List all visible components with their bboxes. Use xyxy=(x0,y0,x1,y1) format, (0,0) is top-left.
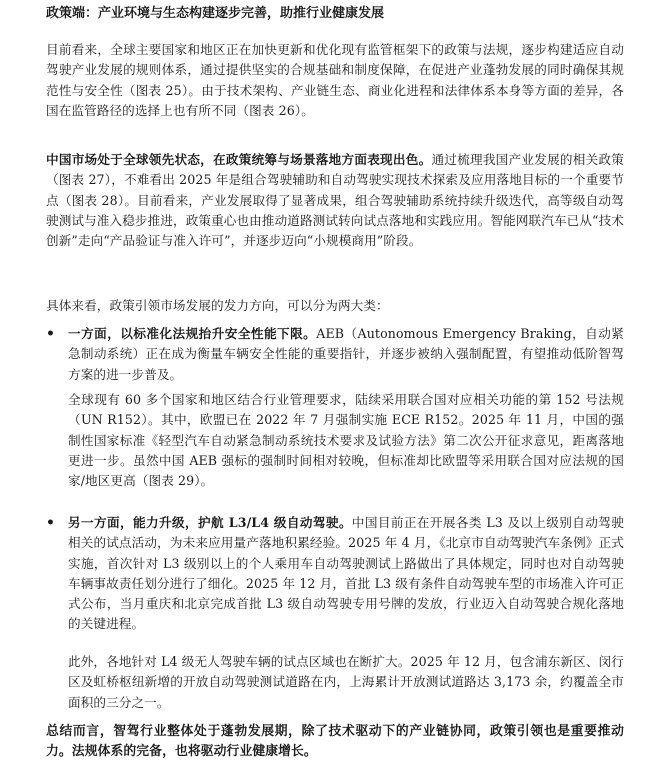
bullet1-lead: 一方面，以标准化法规抬升安全性能下限。 xyxy=(68,326,317,341)
paragraph-l4-pilots: 此外，各地针对 L4 级无人驾驶车辆的试点区域也在断扩大。2025 年 12 月，包含浦东新区、闵行区及虹桥枢纽新增的开放自动驾驶测试道路在内，上海累计开放测试道路达 3,173 余，约覆盖全市面积的三分之一。 xyxy=(68,654,624,710)
paragraph-regulation-overview: 目前看来，全球主要国家和地区正在加快更新和优化现有监管框架下的政策与法规，逐步构建适应自动驾驶产业发展的规则体系，通过提供坚实的合规基础和制度保障，在促进产业蓬勃发展的同时确保其规范性与安全性（图表 25）。由于技术架构、产业链生态、商业化进程和法律体系本身等方面的差异，各国在监管路径的选择上也有所不同（图表 26）。 xyxy=(46,42,624,118)
bullet2-lead: 另一方面，能力升级，护航 L3/L4 级自动驾驶。 xyxy=(68,515,352,530)
paragraph-two-directions: 具体来看，政策引领市场发展的发力方向，可以分为两大类： xyxy=(46,298,389,313)
paragraph-china-market xyxy=(46,150,624,251)
bullet1-body: AEB（Autonomous Emergency Braking，自动紧急制动系统）正在成为衡量车辆安全性能的重要指针，并逐步被纳入强制配置，有望推动低阶智驾方案的进一步普及。 xyxy=(68,326,624,382)
paragraph-aeb-regulations: 全球现有 60 多个国家和地区结合行业管理要求，陆续采用联合国对应相关功能的第 152 号法规（UN R152）。其中，欧盟已在 2022 年 7 月强制实施 ECE R152。2025 年 11 月，中国的强制性国家标准《轻型汽车自动紧急制动系统技术要求及试验方法》第二次公开征求意见，距离落地更进一步。虽然中国 AEB 强标的强制时间相对较晚，但标准却比欧盟等采用联合国对应法规的国家/地区更高（图表 29）。 xyxy=(68,392,624,489)
bullet-item-safety-standards xyxy=(68,324,624,385)
paragraph-conclusion: 总结而言，智驾行业整体处于蓬勃发展期，除了技术驱动下的产业链协同，政策引领也是重要推动力。法规体系的完备，也将驱动行业健康增长。 xyxy=(46,724,624,760)
bullet-marker-1: • xyxy=(46,326,55,342)
china-market-body: 通过梳理我国产业发展的相关政策（图表 27），不难看出 2025 年是组合驾驶辅助和自动驾驶实现技术探索及应用落地目标的一个重要节点（图表 28）。目前看来，产业发展取得了显著成果，组合驾驶辅助系统持续升级迭代，高等级自动驾驶测试与准入稳步推进，政策重心也由推动道路测试转向试点落地和实践应用。智能网联汽车已从“技术创新”走向“产品验证与准入许可”，并逐步迈向“小规模商用”阶段。 xyxy=(46,152,625,249)
bullet-marker-2: • xyxy=(46,515,55,531)
bullet2-body: 中国目前正在开展各类 L3 及以上级别自动驾驶相关的试点活动，为未来应用量产落地积累经验。2025 年 4 月，《北京市自动驾驶汽车条例》正式实施，首次针对 L3 级别以上的个人乘用车自动驾驶测试上路做出了具体规定，同时也对自动驾驶车辆事故责任划分进行了细化。2025 年 12 月，首批 L3 级有条件自动驾驶车型的市场准入许可正式公布，当月重庆和北京完成首批 L3 级自动驾驶专用号牌的发放，行业迈入自动驾驶合规化落地的关键进程。 xyxy=(68,515,625,632)
bullet-item-l3-l4 xyxy=(68,513,624,635)
section-heading: 政策端：产业环境与生态构建逐步完善，助推行业健康发展 xyxy=(46,6,385,21)
china-market-lead: 中国市场处于全球领先状态，在政策统筹与场景落地方面表现出色。 xyxy=(46,152,432,167)
